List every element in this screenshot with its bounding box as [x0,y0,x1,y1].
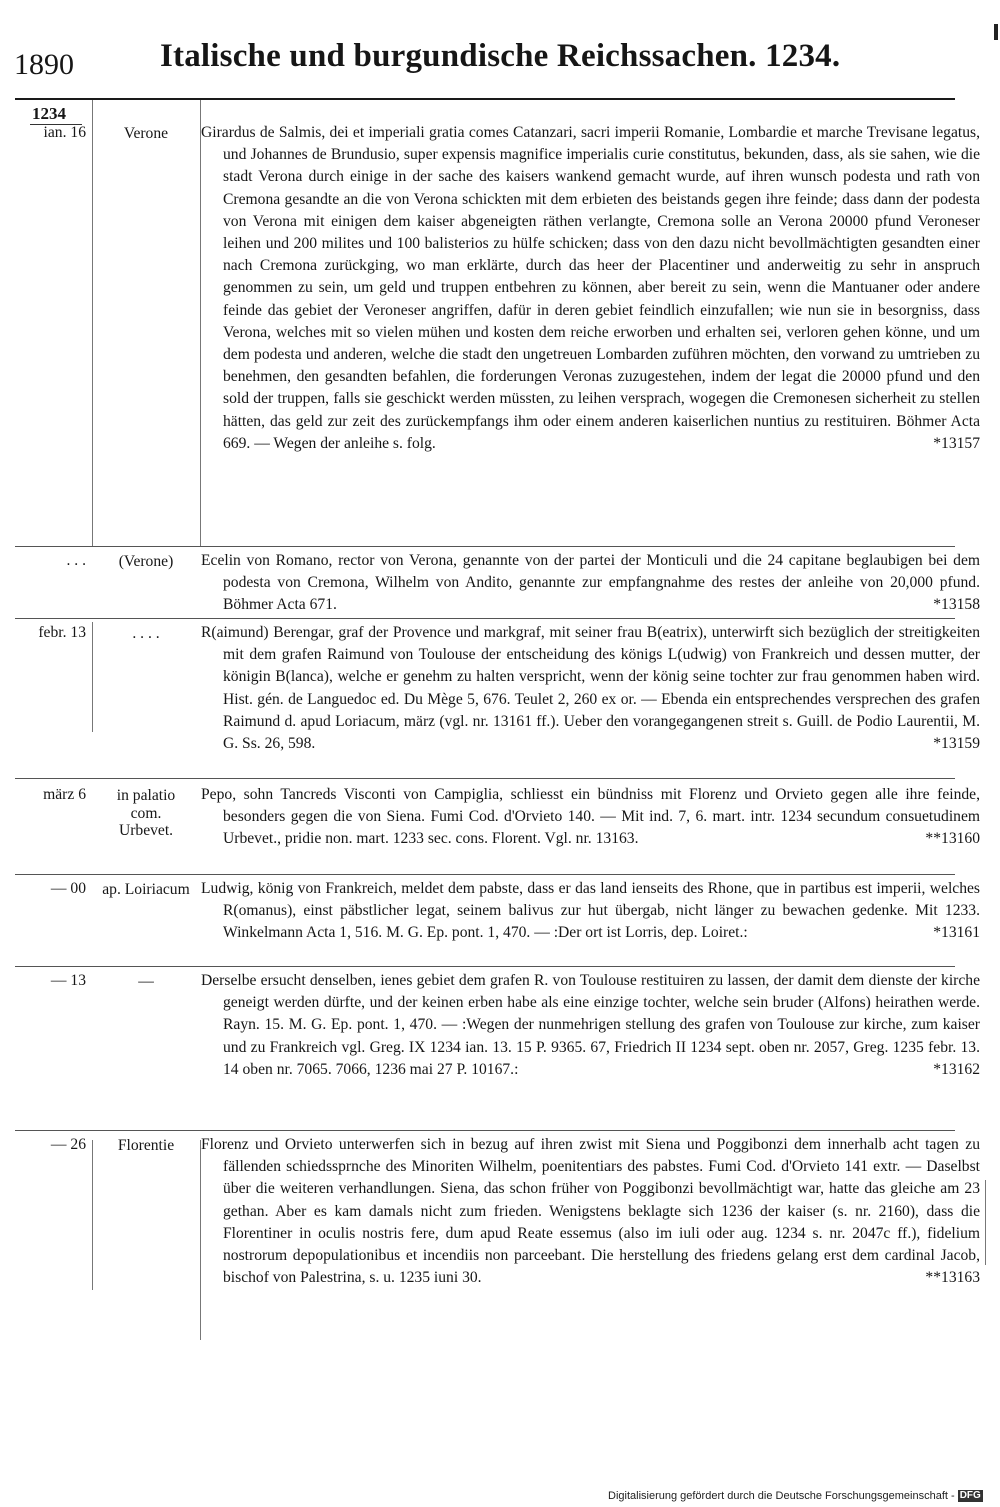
column-rule [92,100,93,546]
corner-mark [994,24,998,40]
entry-date: febr. 13 [38,624,86,641]
entry-body: R(aimund) Berengar, graf der Provence und markgraf, mit seiner frau B(eatrix), unterwirft sich bezüglich der streitigkeiten mit dem grafen Raimund von Toulouse der entscheidung des königs L(udwig) von Frankreich und dessen mutter, der königin B(lanca), welche er genehm zu halten verspricht, wenn der könig seine tochter zur frau genommen haben wird. Hist. gén. de Languedoc ed. Du Mège 5, 676. Teulet 2, 260 ex or. — Ebenda ein entsprechendes versprechen des grafen Raimund d. apud Loriacum, märz (vgl. nr. 13161 ff.). Ueber den vorangegangenen streit s. Guill. de Podio Laurentii, M. G. Ss. 26, 598. [201,624,980,753]
column-rule [200,100,201,546]
entry-text [201,1134,980,1289]
entry-number: **13163 [925,1269,980,1287]
entry-number: **13160 [925,830,980,848]
header-rule [15,98,955,100]
entry-number: *13157 [933,434,980,452]
entry-text [201,622,980,755]
footer-text: Digitalisierung gefördert durch die Deutsche Forschungsgemeinschaft - [608,1490,955,1502]
entry-text [201,784,980,851]
entry-date: — 13 [50,972,86,989]
page-number: 1890 [14,48,74,81]
entry-body: Ecelin von Romano, rector von Verona, genannte von der partei der Monticuli und die 24 capitane beglaubigen bei dem podesta von Cremona, Wilhelm von Andito, genannte zur empfangnahme des restes der anleihe von 20,000 pfund. Böhmer Acta 671. [201,552,980,614]
entry-text [201,550,980,617]
entry-date: märz 6 [43,786,86,803]
entry-place: — [138,973,154,990]
entry-number: *13162 [933,1060,980,1078]
entry-number: *13161 [933,924,980,942]
entry-place: Florentie [117,1137,175,1154]
entry-separator [15,874,955,875]
entry-date: — 00 [50,880,86,897]
entry-place: (Verone) [118,553,174,570]
entry-date: . . . [66,552,86,569]
column-rule [92,622,93,732]
entry-body: Florenz und Orvieto unterwerfen sich in bezug auf ihren zwist mit Siena und Poggibonzi dem innerhalb acht tagen zu fällenden schiedssprnche des Minoriten Wilhelm, poenitentiars des pabstes. Fumi Cod. d'Orvieto 141 extr. — Daselbst über die weiteren verhandlungen. Siena, das schon früher von Poggibonzi bevollmächtigt war, hatte das gleiche am 23 gethan. Aber es kam damals nicht zum frieden. Wenigstens beklagte sich 1236 der kaiser (s. nr. 2160), dass die Florentiner in oculis nostris fere, dum apud Reate essemus (also im iuli oder aug. 1234 s. nr. 2047c ff.), fidelium nostrorum depopulationibus et incendiis non parceebant. Die herstellung des friedens gelang erst dem cardinal Jacob, bischof von Palestrina, s. u. 1235 iuni 30. [201,1136,980,1287]
entry-text [201,122,980,455]
digitization-footer [608,1489,983,1503]
entry-number: *13159 [933,735,980,753]
entry-text [201,878,980,945]
entry-date: — 26 [50,1136,86,1153]
entry-separator [15,618,955,619]
entry-text [201,970,980,1081]
dfg-logo: DFG [959,1490,981,1502]
entry-place: ap. Loiriacum [102,881,190,898]
column-rule [200,1140,201,1340]
column-rule [92,1140,93,1290]
entry-date: ian. 16 [43,124,86,141]
entry-number: *13158 [933,596,980,614]
entry-body: Girardus de Salmis, dei et imperiali gratia comes Catanzari, sacri imperii Romanie, Lombardie et marche Trevisane legatus, und Johannes de Brundusio, super expensis magnifice imperialis curie constitutus, bekunden, dass, als sie sahen, wie die stadt Verona durch einige in der sache des kaisers wankend gemacht wurde, auf ihren wunsch podesta und rath von Cremona gesandte an die von Verona schickten mit dem erbieten des beistands gegen ihre feinde; dass dann der podesta von Verona mit einigen dem kaiser abgeneigten räthen verlangte, Cremona solle an Verona 20000 pfund Veroneser leihen und 200 milites und 100 balisterios zu hülfe schicken; dass von den dazu nicht bevollmächtigten gesandten einer nach Cremona zurückging, wo man erklärte, durch das heer der Placentiner und anderweitig zu sehr in anspruch genommen zu sein, um geld und truppen entbehren zu können, aber bereit zu sein, wenn die Mantuaner oder andere feinde das gebiet der Veroneser angriffen, dafür in deren gebiet feindlich einzufallen; wie nun sie in besorgniss, dass Verona, welches mit so vielen mühen und kosten dem reiche erworben und erhalten sei, verloren gehen könne, und um dem podesta und anderen, welche die stadt den ungetreuen Lombarden zuführen möchten, den vorwand zu umtrieben zu benehmen, den gesandten befahlen, die forderungen Veronas zuzugestehen, indem der legat die 20000 pfund und den sold der truppen, falls sie geschickt werden müssten, zu leihen versprach, wogegen die Cremonesen sicherheit zu stellen hätten, das geld zur zeit des zurückempfangs ihm oder einem anderen kaiserlichen nuntius zu restituiren. Böhmer Acta 669. — Wegen der anleihe s. folg. [201,124,980,452]
entry-separator [15,546,955,547]
entry-place: Verone [123,125,169,142]
entry-body: Pepo, sohn Tancreds Visconti von Campiglia, schliesst ein bündniss mit Florenz und Orvieto gegen alle ihre feinde, besonders gegen die von Siena. Fumi Cod. d'Orvieto 140. — Mit ind. 7, 6. mart. intr. 1234 secundum consuetudinem Urbevet., pridie non. mart. 1233 sec. cons. Florent. Vgl. nr. 13163. [201,786,980,848]
entry-separator [15,778,955,779]
entry-place: . . . . [132,625,160,642]
entry-body: Ludwig, könig von Frankreich, meldet dem pabste, dass er das land ienseits des Rhone, que in partibus est imperii, welches R(omanus), einst päbstlicher legat, seinem balivus zur hut übergab, nicht länger zu bewachen gedenke. Mit 1233. Winkelmann Acta 1, 516. M. G. Ep. pont. 1, 470. — :Der ort ist Lorris, dep. Loiret.: [201,880,980,942]
entry-body: Derselbe ersucht denselben, ienes gebiet dem grafen R. von Toulouse restituiren zu lassen, der damit dem dienste der kirche geneigt werden dürfte, und der keinen erben habe als eine einzige tochter, welche sein bruder (Alfons) heirathen werde. Rayn. 15. M. G. Ep. pont. 1, 470. — :Wegen der nunmehrigen stellung des grafen von Toulouse zur kirche, zum kaiser und zu Frankreich vgl. Greg. IX 1234 ian. 13. 15 P. 9365. 67, Friedrich II 1234 sept. oben nr. 2057, Greg. 1235 febr. 13. 14 oben nr. 7065. 7066, 1236 mai 27 P. 10167.: [201,972,980,1078]
year-label: 1234 [32,104,66,123]
entry-separator [15,1130,955,1131]
entry-separator [15,966,955,967]
entry-place: in palatio com. Urbevet. [116,787,176,839]
column-rule [985,1180,986,1265]
running-title: Italische und burgundische Reichssachen. 1234. [160,38,841,74]
